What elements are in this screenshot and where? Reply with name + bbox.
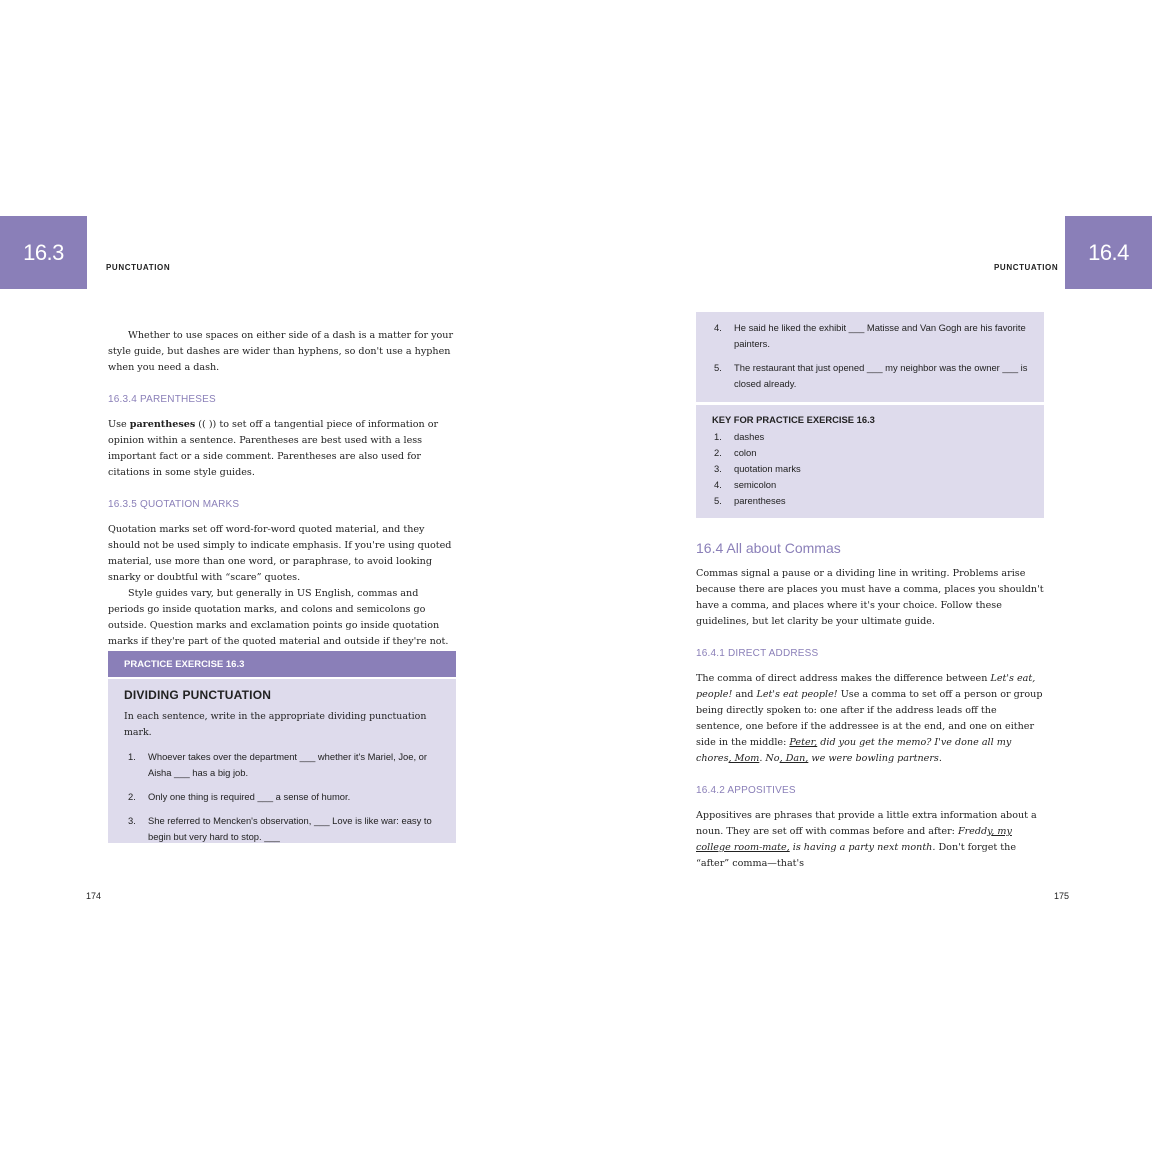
- practice-exercise-box: [108, 679, 456, 843]
- list-item: 5. The restaurant that just opened ___ my neighbor was the owner ___ is closed already.: [714, 362, 1028, 389]
- paragraph-quotation-1: Quotation marks set off word-for-word quoted material, and they should not be used simply to indicate emphasis. If you're using quoted material, use more than one word, or paraphrase, to avoid looking snarky or doubtful with “scare” quotes.: [108, 524, 452, 583]
- heading-appositives: 16.4.2 APPOSITIVES: [696, 785, 796, 796]
- exercise-instruction: In each sentence, write in the appropriate dividing punctuation mark.: [124, 711, 427, 738]
- practice-exercise-header: PRACTICE EXERCISE 16.3: [108, 651, 456, 677]
- paragraph-direct-address: The comma of direct address makes the difference between Let's eat, people! and Let's eat people! Use a comma to set off a person or group being directly spoken to: one after if the address leads off the sentence, one before if the addressee is at the end, and one on either side in the middle: Peter, did you get the memo? I've done all my chores, Mom. No, Dan, we were bowling partners.: [696, 673, 1043, 764]
- paragraph-dash: Whether to use spaces on either side of a dash is a matter for your style guide, but dashes are wider than hyphens, so don't use a hyphen when you need a dash.: [108, 330, 454, 373]
- heading-direct-address: 16.4.1 DIRECT ADDRESS: [696, 648, 819, 659]
- paragraph-appositives: Appositives are phrases that provide a little extra information about a noun. They are set off with commas before and after: Freddy, my college room-mate, is having a party next month. Don't forget the “after” comma—that's: [696, 810, 1037, 869]
- folio-left: 174: [86, 891, 102, 901]
- answer-key-box: [696, 405, 1044, 518]
- section-tab-right: [1065, 216, 1152, 289]
- section-tab-left: [0, 216, 87, 289]
- heading-commas: 16.4 All about Commas: [696, 540, 841, 556]
- exercise-list: [124, 749, 440, 845]
- heading-parentheses: 16.3.4 PARENTHESES: [108, 394, 216, 405]
- left-body: [108, 328, 456, 650]
- section-number-right: 16.4: [1088, 239, 1129, 265]
- list-item: 3. She referred to Mencken's observation, ___ Love is like war: easy to begin but very hard to stop. ___: [128, 815, 432, 842]
- list-item: 4. semicolon: [714, 479, 777, 490]
- answer-key-title: KEY FOR PRACTICE EXERCISE 16.3: [712, 414, 875, 425]
- section-number-left: 16.3: [23, 239, 64, 265]
- exercise-continued-box: [696, 312, 1044, 402]
- list-item: 4. He said he liked the exhibit ___ Matisse and Van Gogh are his favorite painters.: [714, 322, 1026, 349]
- answer-key-list: [712, 429, 1028, 509]
- running-head-left: PUNCTUATION: [106, 263, 171, 272]
- folio-right: 175: [1054, 891, 1070, 901]
- paragraph-parentheses: Use parentheses (( )) to set off a tangential piece of information or opinion within a sentence. Parentheses are best used with a less important fact or a side comment. Parentheses are also used for citations in some style guides.: [108, 419, 439, 478]
- list-item: 3. quotation marks: [714, 463, 801, 474]
- list-item: 5. parentheses: [714, 495, 786, 506]
- right-body: [696, 540, 1044, 872]
- list-item: 2. colon: [714, 447, 757, 458]
- list-item: 1. dashes: [714, 431, 765, 442]
- heading-quotation-marks: 16.3.5 QUOTATION MARKS: [108, 499, 240, 510]
- exercise-title: DIVIDING PUNCTUATION: [124, 688, 272, 702]
- list-item: 2. Only one thing is required ___ a sense of humor.: [128, 791, 351, 802]
- list-item: 1. Whoever takes over the department ___ whether it's Mariel, Joe, or Aisha ___ has a big job.: [128, 751, 428, 778]
- running-head-right: PUNCTUATION: [994, 263, 1059, 272]
- paragraph-commas: Commas signal a pause or a dividing line in writing. Problems arise because there are places you must have a comma, places you shouldn't have a comma, and places where it's your choice. Follow these guidelines, but let clarity be your ultimate guide.: [696, 568, 1044, 627]
- paragraph-quotation-2: Style guides vary, but generally in US English, commas and periods go inside quotation marks, and colons and semicolons go outside. Question marks and exclamation points go inside quotation marks if they're part of the quoted material and outside if they're not.: [108, 588, 449, 647]
- exercise-list-continued: [714, 320, 1028, 392]
